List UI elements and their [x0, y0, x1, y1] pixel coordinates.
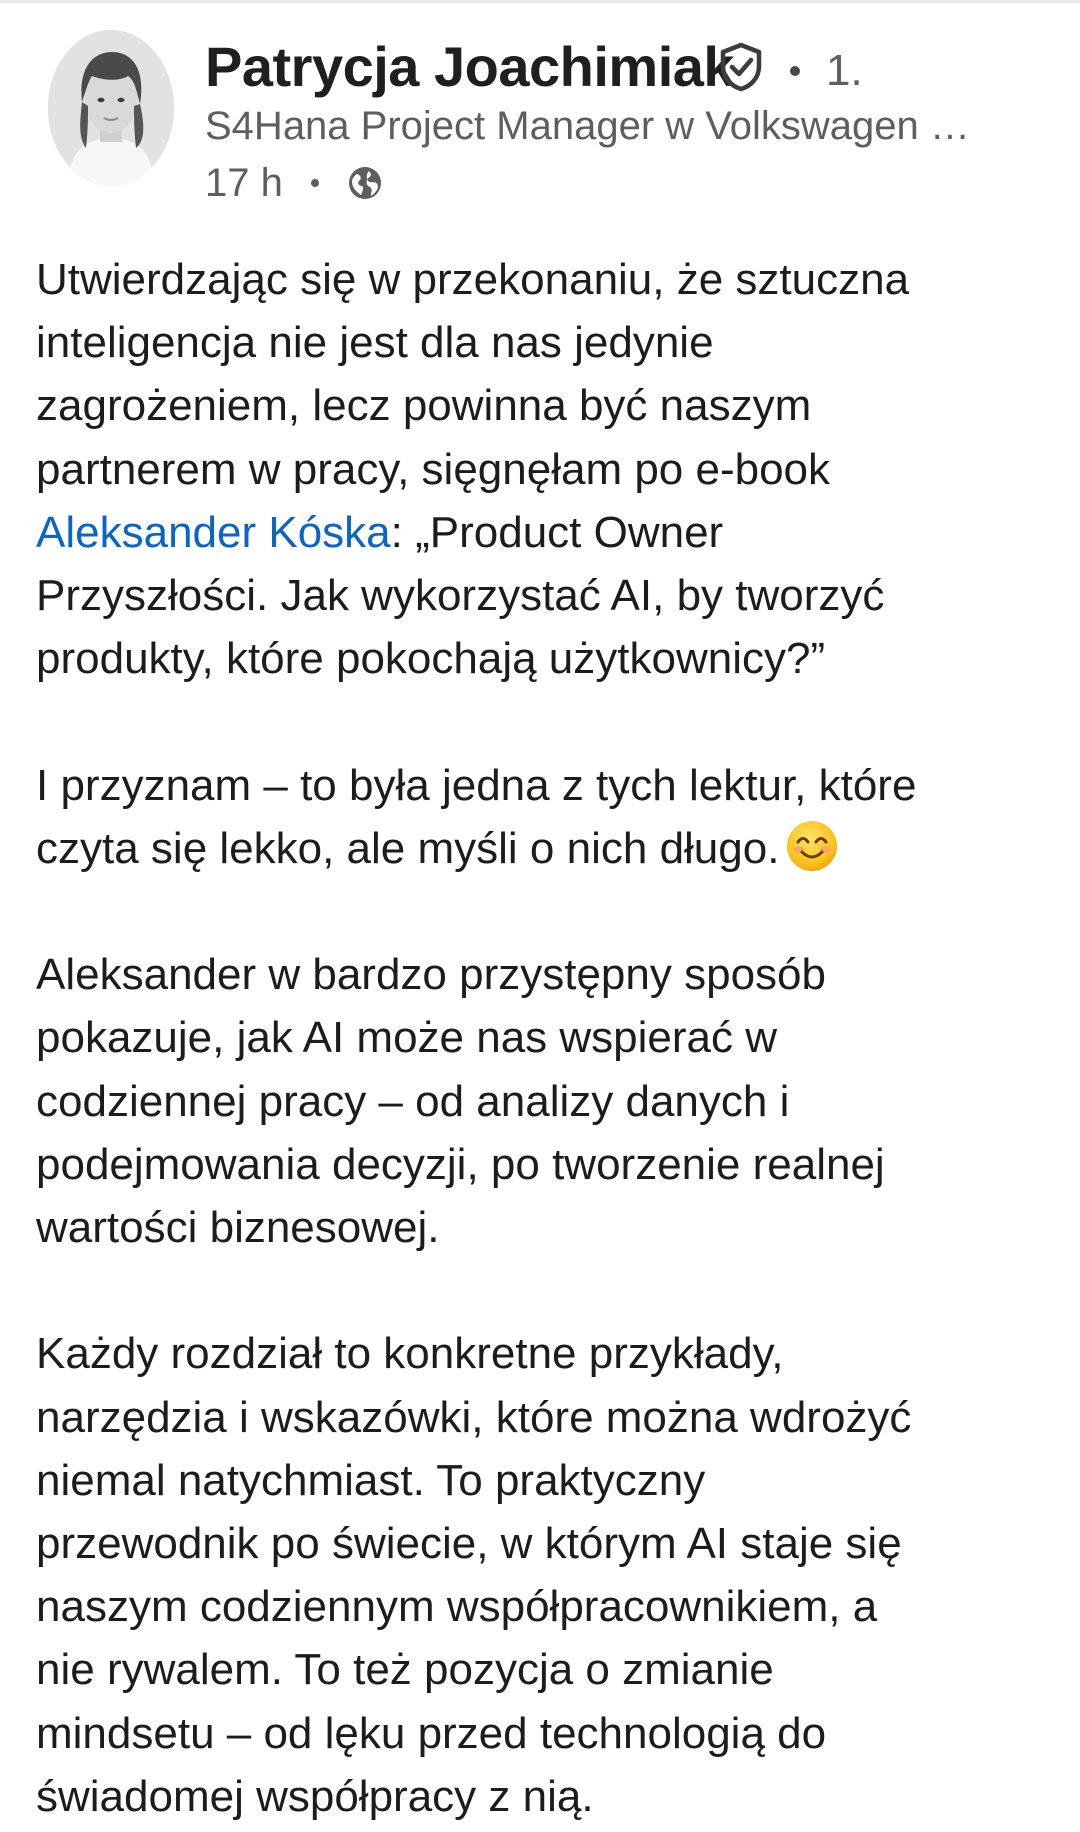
text-line: Przyszłości. Jak wykorzystać AI, by tworzyć: [36, 571, 885, 621]
separator-dot: [311, 179, 319, 187]
post-header: [0, 20, 1080, 210]
text-fragment: czyta się lekko, ale myśli o nich długo.: [36, 823, 780, 873]
separator-dot: [790, 66, 800, 76]
profile-photo-icon: [48, 30, 174, 186]
author-headline: S4Hana Project Manager w Volkswagen …: [205, 104, 970, 148]
text-line: codziennej pracy – od analizy danych i: [36, 1076, 790, 1126]
post-time: 17 h: [205, 160, 283, 205]
text-line: Utwierdzając się w przekonaniu, że sztuczna: [36, 255, 910, 304]
text-line: mindsetu – od lęku przed technologią do: [36, 1708, 827, 1758]
text-line: produkty, które pokochają użytkownicy?”: [36, 634, 826, 684]
text-line: I przyznam – to była jedna z tych lektur, które: [36, 760, 917, 810]
text-line: partnerem w pracy, sięgnęłam po e-book: [36, 444, 831, 494]
post-paragraph: [36, 943, 1046, 1259]
mention-link[interactable]: Aleksander Kóska: [36, 507, 391, 557]
post-meta: [205, 158, 383, 208]
author-name[interactable]: Patrycja Joachimiak: [205, 35, 735, 98]
text-line: pokazuje, jak AI może nas wspierać w: [36, 1013, 778, 1063]
text-line: świadomej współpracy z nią.: [36, 1771, 594, 1821]
text-line: [36, 817, 1046, 880]
author-avatar[interactable]: [48, 30, 174, 186]
text-fragment: : „Product Owner: [390, 507, 724, 557]
post-paragraph: [36, 248, 1046, 690]
text-line: wartości biznesowej.: [36, 1203, 440, 1253]
post-text: [36, 248, 1046, 1828]
text-line: [36, 501, 1046, 564]
text-line: przewodnik po świecie, w którym AI staje się: [36, 1519, 902, 1569]
globe-icon: [347, 165, 383, 201]
text-line: Każdy rozdział to konkretne przykłady,: [36, 1329, 784, 1379]
verified-shield-icon: [718, 42, 764, 92]
smiling-face-emoji-icon: [785, 819, 839, 873]
text-line: narzędzia i wskazówki, które można wdrożyć: [36, 1392, 912, 1442]
text-line: naszym codziennym współpracownikiem, a: [36, 1582, 878, 1632]
connection-degree: 1.: [826, 46, 863, 95]
text-line: nie rywalem. To też pozycja o zmianie: [36, 1645, 774, 1695]
post-paragraph: [36, 754, 1046, 880]
text-line: podejmowania decyzji, po tworzenie realnej: [36, 1139, 885, 1189]
text-line: zagrożeniem, lecz powinna być naszym: [36, 381, 812, 431]
text-line: inteligencja nie jest dla nas jedynie: [36, 318, 714, 368]
text-line: niemal natychmiast. To praktyczny: [36, 1455, 706, 1505]
text-line: Aleksander w bardzo przystępny sposób: [36, 950, 826, 1000]
top-divider: [0, 0, 1080, 3]
post-paragraph: [36, 1322, 1046, 1828]
